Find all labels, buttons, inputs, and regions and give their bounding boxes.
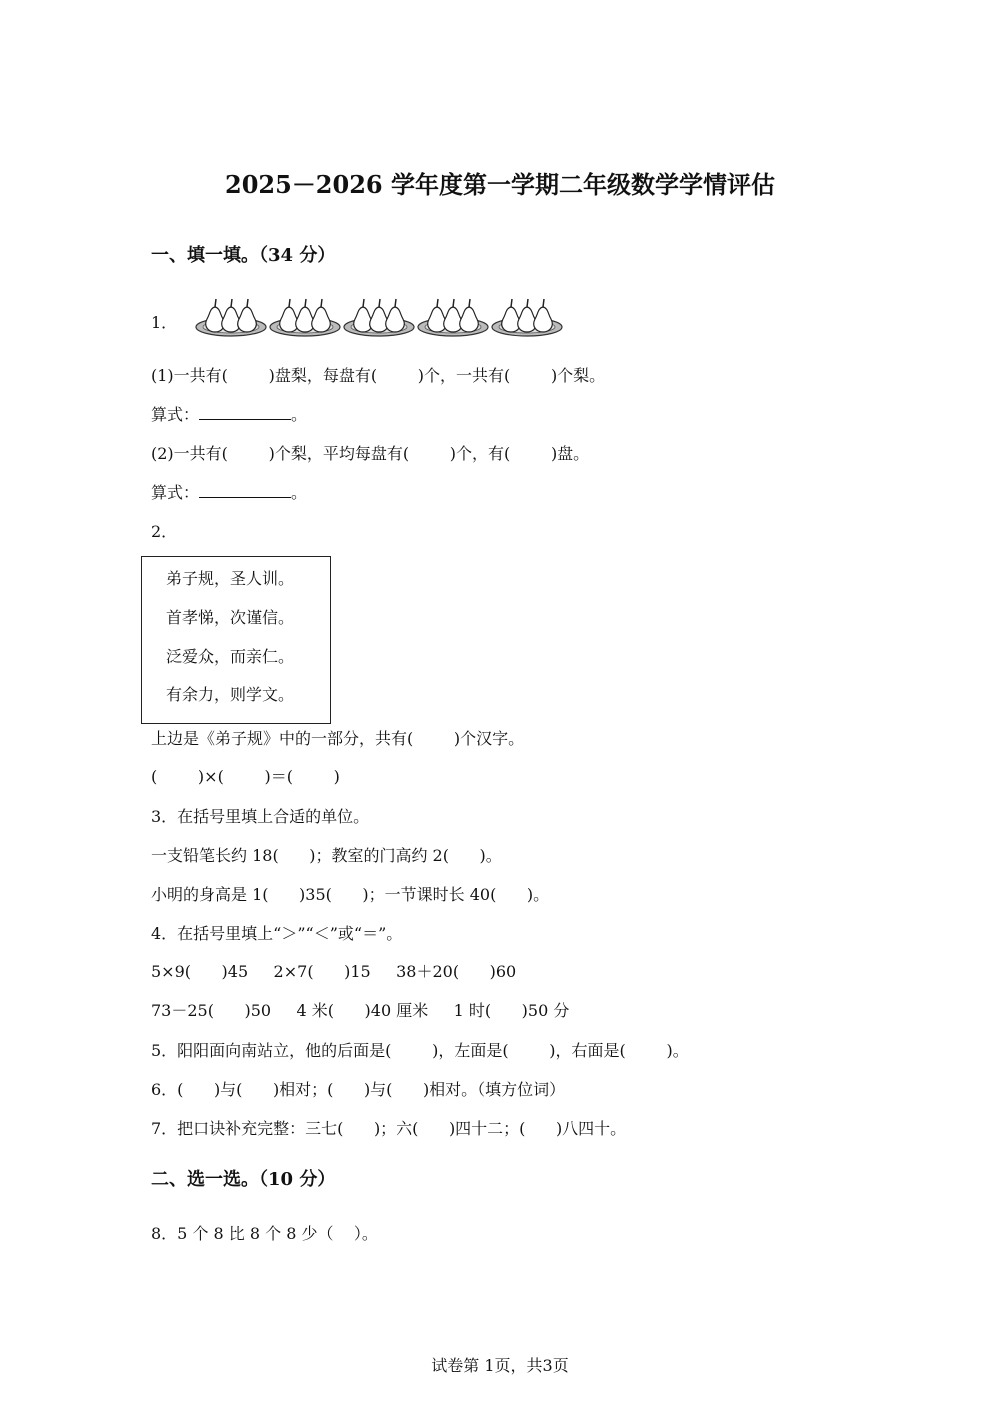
- pear-plate: [344, 299, 414, 336]
- formula-end: 。: [291, 405, 308, 424]
- pear: [370, 307, 389, 332]
- pear: [386, 307, 405, 332]
- pear-stem: [543, 299, 544, 307]
- section-heading-choice: 二、选一选。（10 分）: [151, 1169, 336, 1190]
- question-number-2: 2．: [151, 522, 178, 541]
- question-2-text: 上边是《弟子规》中的一部分，共有( )个汉字。: [151, 729, 525, 748]
- page-footer: 试卷第 1页，共3页: [431, 1356, 569, 1375]
- formula-end: 。: [291, 483, 308, 502]
- pear-stem: [469, 299, 470, 307]
- poem-box: [141, 556, 331, 724]
- pear-stem: [379, 299, 380, 307]
- answer-blank[interactable]: [199, 405, 291, 420]
- question-4-stem: 4．在括号里填上“＞”“＜”或“＝”。: [151, 924, 403, 943]
- pear-stem: [395, 299, 396, 307]
- answer-blank[interactable]: [199, 483, 291, 498]
- pear: [206, 307, 225, 332]
- question-2-equation: ( )×( )＝( ): [151, 767, 340, 786]
- pear: [502, 307, 521, 332]
- pear-stem: [247, 299, 248, 307]
- formula-line-2: [151, 483, 307, 503]
- pear-stem: [321, 299, 322, 307]
- pear-plates-illustration: [195, 295, 565, 339]
- pear-stem: [231, 299, 232, 307]
- pear-stem: [363, 299, 364, 307]
- pear: [428, 307, 447, 332]
- pear-plate: [492, 299, 562, 336]
- pear: [518, 307, 537, 332]
- pear-plate: [418, 299, 488, 336]
- formula-line-1: [151, 405, 307, 425]
- pear-stem: [527, 299, 528, 307]
- question-1-part-2: (2)一共有( )个梨，平均每盘有( )个，有( )盘。: [151, 444, 590, 463]
- question-number-1: 1．: [151, 313, 178, 332]
- page-title: 2025－2026 学年度第一学期二年级数学学情评估: [225, 170, 775, 199]
- question-7: 7．把口诀补充完整：三七( )；六( )四十二；( )八四十。: [151, 1119, 627, 1138]
- poem-line: 有余力，则学文。: [166, 685, 295, 704]
- pear: [296, 307, 315, 332]
- question-3-line-1: 一支铅笔长约 18( )；教室的门高约 2( )。: [151, 846, 502, 865]
- formula-label: 算式：: [151, 483, 200, 502]
- pear: [354, 307, 373, 332]
- pear: [222, 307, 241, 332]
- pear-stem: [437, 299, 438, 307]
- pear-stem: [289, 299, 290, 307]
- question-4-line-1: 5×9( )45 2×7( )15 38＋20( )60: [151, 962, 517, 981]
- question-4-line-2: 73－25( )50 4 米( )40 厘米 1 时( )50 分: [151, 1001, 570, 1020]
- pear-plate: [270, 299, 340, 336]
- pear-plate: [196, 299, 266, 336]
- pear: [460, 307, 479, 332]
- pear-stem: [453, 299, 454, 307]
- poem-line: 首孝悌，次谨信。: [166, 608, 295, 627]
- pear: [238, 307, 257, 332]
- question-3-line-2: 小明的身高是 1( )35( )；一节课时长 40( )。: [151, 885, 550, 904]
- question-1-part-1: (1)一共有( )盘梨，每盘有( )个，一共有( )个梨。: [151, 366, 606, 385]
- pear: [312, 307, 331, 332]
- section-heading-fill: 一、填一填。（34 分）: [151, 245, 336, 266]
- pear-stem: [215, 299, 216, 307]
- question-5: 5．阳阳面向南站立，他的后面是( )，左面是( )，右面是( )。: [151, 1041, 689, 1060]
- question-3-stem: 3．在括号里填上合适的单位。: [151, 807, 370, 826]
- pear: [280, 307, 299, 332]
- pear: [534, 307, 553, 332]
- formula-label: 算式：: [151, 405, 200, 424]
- poem-line: 弟子规，圣人训。: [166, 569, 295, 588]
- poem-line: 泛爱众，而亲仁。: [166, 647, 295, 666]
- pear: [444, 307, 463, 332]
- pear-stem: [511, 299, 512, 307]
- question-6: 6．( )与( )相对；( )与( )相对。（填方位词）: [151, 1080, 566, 1099]
- pear-stem: [305, 299, 306, 307]
- question-8: 8．5 个 8 比 8 个 8 少（ ）。: [151, 1224, 378, 1243]
